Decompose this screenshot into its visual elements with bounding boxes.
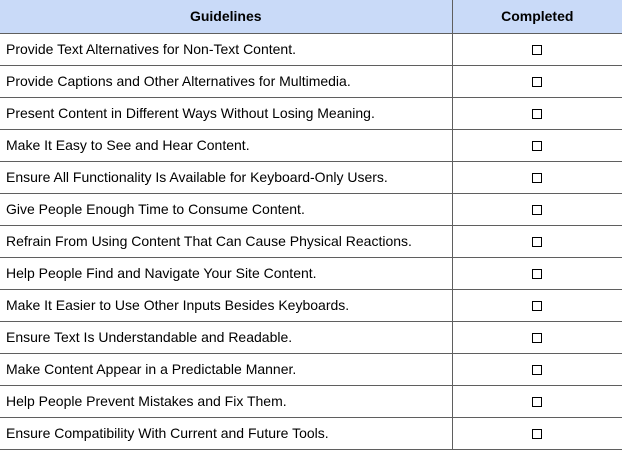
table-row [0, 97, 622, 129]
completed-cell [452, 353, 622, 385]
completed-cell [452, 33, 622, 65]
checkbox-icon[interactable] [532, 109, 542, 119]
table-row [0, 33, 622, 65]
header-completed: Completed [452, 0, 622, 33]
completed-cell [452, 321, 622, 353]
header-guidelines: Guidelines [0, 0, 452, 33]
completed-cell [452, 289, 622, 321]
guideline-text: Help People Find and Navigate Your Site Content. [0, 257, 452, 289]
completed-cell [452, 225, 622, 257]
checkbox-icon[interactable] [532, 173, 542, 183]
table-row [0, 321, 622, 353]
checkbox-icon[interactable] [532, 365, 542, 375]
guideline-text: Give People Enough Time to Consume Content. [0, 193, 452, 225]
table-row [0, 353, 622, 385]
guideline-text: Make It Easy to See and Hear Content. [0, 129, 452, 161]
checkbox-icon[interactable] [532, 77, 542, 87]
completed-cell [452, 385, 622, 417]
checkbox-icon[interactable] [532, 429, 542, 439]
checkbox-icon[interactable] [532, 269, 542, 279]
checkbox-icon[interactable] [532, 45, 542, 55]
table-body [0, 33, 622, 449]
checkbox-icon[interactable] [532, 301, 542, 311]
guideline-text: Present Content in Different Ways Without Losing Meaning. [0, 97, 452, 129]
table-row [0, 65, 622, 97]
guideline-text: Ensure Text Is Understandable and Readable. [0, 321, 452, 353]
checkbox-icon[interactable] [532, 205, 542, 215]
checkbox-icon[interactable] [532, 397, 542, 407]
guideline-text: Make Content Appear in a Predictable Manner. [0, 353, 452, 385]
guideline-text: Help People Prevent Mistakes and Fix Them. [0, 385, 452, 417]
guideline-text: Refrain From Using Content That Can Cause Physical Reactions. [0, 225, 452, 257]
completed-cell [452, 65, 622, 97]
guideline-text: Provide Captions and Other Alternatives for Multimedia. [0, 65, 452, 97]
guideline-text: Provide Text Alternatives for Non-Text Content. [0, 33, 452, 65]
completed-cell [452, 129, 622, 161]
table-row [0, 385, 622, 417]
table-row [0, 289, 622, 321]
completed-cell [452, 161, 622, 193]
table-row [0, 225, 622, 257]
completed-cell [452, 193, 622, 225]
table-row [0, 161, 622, 193]
header-row [0, 0, 622, 33]
checkbox-icon[interactable] [532, 333, 542, 343]
completed-cell [452, 97, 622, 129]
guideline-text: Ensure All Functionality Is Available for Keyboard-Only Users. [0, 161, 452, 193]
guideline-text: Ensure Compatibility With Current and Future Tools. [0, 417, 452, 449]
checkbox-icon[interactable] [532, 237, 542, 247]
guideline-text: Make It Easier to Use Other Inputs Besides Keyboards. [0, 289, 452, 321]
completed-cell [452, 417, 622, 449]
table-row [0, 417, 622, 449]
checkbox-icon[interactable] [532, 141, 542, 151]
table-row [0, 193, 622, 225]
table-row [0, 257, 622, 289]
table-row [0, 129, 622, 161]
completed-cell [452, 257, 622, 289]
